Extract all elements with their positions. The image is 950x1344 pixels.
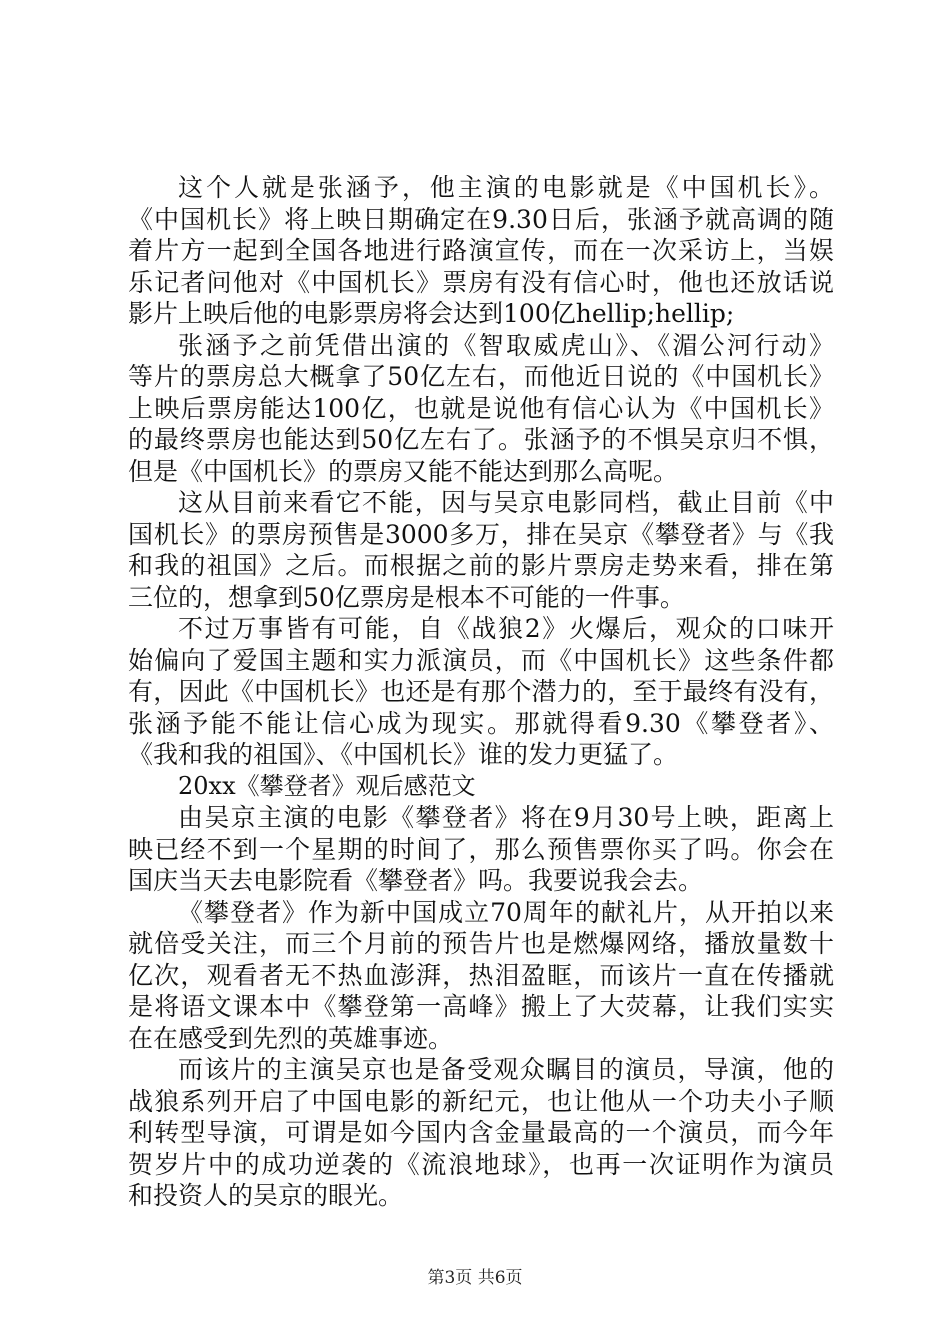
- paragraph: [128, 802, 834, 897]
- text-line: 的最终票房也能达到50亿左右了。张涵予的不惧吴京归不惧，: [128, 425, 834, 454]
- text-line: 战狼系列开启了中国电影的新纪元，也让他从一个功夫小子顺: [128, 1086, 834, 1116]
- text-line: 不过万事皆有可能，自《战狼2》火爆后，观众的口味开: [178, 614, 834, 643]
- text-line: 贺岁片中的成功逆袭的《流浪地球》，也再一次证明作为演员: [128, 1149, 834, 1179]
- text-line: 乐记者问他对《中国机长》票房有没有信心时，他也还放话说: [128, 267, 834, 297]
- text-line: 三位的，想拿到50亿票房是根本不可能的一件事。: [128, 582, 685, 612]
- text-line: 映已经不到一个星期的时间了，那么预售票你买了吗。你会在: [128, 834, 834, 864]
- text-line: 是将语文课本中《攀登第一高峰》搬上了大荧幕，让我们实实: [128, 992, 834, 1021]
- text-line: 国机长》的票房预售是3000多万，排在吴京《攀登者》与《我: [128, 519, 834, 549]
- paragraph: [128, 487, 834, 613]
- text-line: 等片的票房总大概拿了50亿左右，而他近日说的《中国机长》: [128, 362, 834, 391]
- page-footer: 第3页 共6页: [427, 1268, 523, 1288]
- text-line: 但是《中国机长》的票房又能不能达到那么高呢。: [128, 456, 679, 486]
- text-line: 和投资人的吴京的眼光。: [128, 1181, 404, 1210]
- text-line: 这从目前来看它不能，因与吴京电影同档，截止目前《中: [178, 488, 834, 517]
- paragraph: [128, 1054, 834, 1212]
- text-line: 影片上映后他的电影票房将会达到100亿hellip;hellip;: [128, 299, 735, 328]
- paragraph: [128, 897, 834, 1055]
- paragraph: [128, 330, 834, 488]
- text-line: 始偏向了爱国主题和实力派演员，而《中国机长》这些条件都: [128, 645, 834, 675]
- text-line: 有，因此《中国机长》也还是有那个潜力的，至于最终有没有，: [128, 677, 834, 706]
- text-line: 张涵予之前凭借出演的《智取威虎山》、《湄公河行动》: [178, 330, 834, 360]
- text-line: 和我的祖国》之后。而根据之前的影片票房走势来看，排在第: [128, 551, 834, 580]
- text-line: 利转型导演，可谓是如今国内含金量最高的一个演员，而今年: [128, 1118, 834, 1147]
- text-line: 国庆当天去电影院看《攀登者》吗。我要说我会去。: [128, 866, 704, 895]
- text-line: 张涵予能不能让信心成为现实。那就得看9.30《攀登者》、: [128, 708, 834, 738]
- text-line: 《中国机长》将上映日期确定在9.30日后，张涵予就高调的随: [128, 204, 834, 234]
- text-line: 亿次，观看者无不热血澎湃，热泪盈眶，而该片一直在传播就: [128, 960, 834, 990]
- text-line: 《我和我的祖国》、《中国机长》谁的发力更猛了。: [128, 740, 679, 769]
- text-line: 着片方一起到全国各地进行路演宣传，而在一次采访上，当娱: [128, 236, 834, 265]
- section-heading: [128, 771, 834, 803]
- text-line: 就倍受关注，而三个月前的预告片也是燃爆网络，播放量数十: [128, 929, 834, 958]
- document-body: [128, 172, 834, 1212]
- heading-text: 20xx《攀登者》观后感范文: [178, 771, 476, 800]
- text-line: 上映后票房能达100亿，也就是说他有信心认为《中国机长》: [128, 393, 834, 423]
- paragraph: [128, 613, 834, 771]
- text-line: 在在感受到先烈的英雄事迹。: [128, 1023, 454, 1053]
- text-line: 由吴京主演的电影《攀登者》将在9月30号上映，距离上: [178, 803, 834, 832]
- text-line: 《攀登者》作为新中国成立70周年的献礼片，从开拍以来: [178, 897, 834, 927]
- text-line: 这个人就是张涵予，他主演的电影就是《中国机长》。: [178, 173, 834, 202]
- paragraph: [128, 172, 834, 330]
- text-line: 而该片的主演吴京也是备受观众瞩目的演员，导演，他的: [178, 1055, 834, 1084]
